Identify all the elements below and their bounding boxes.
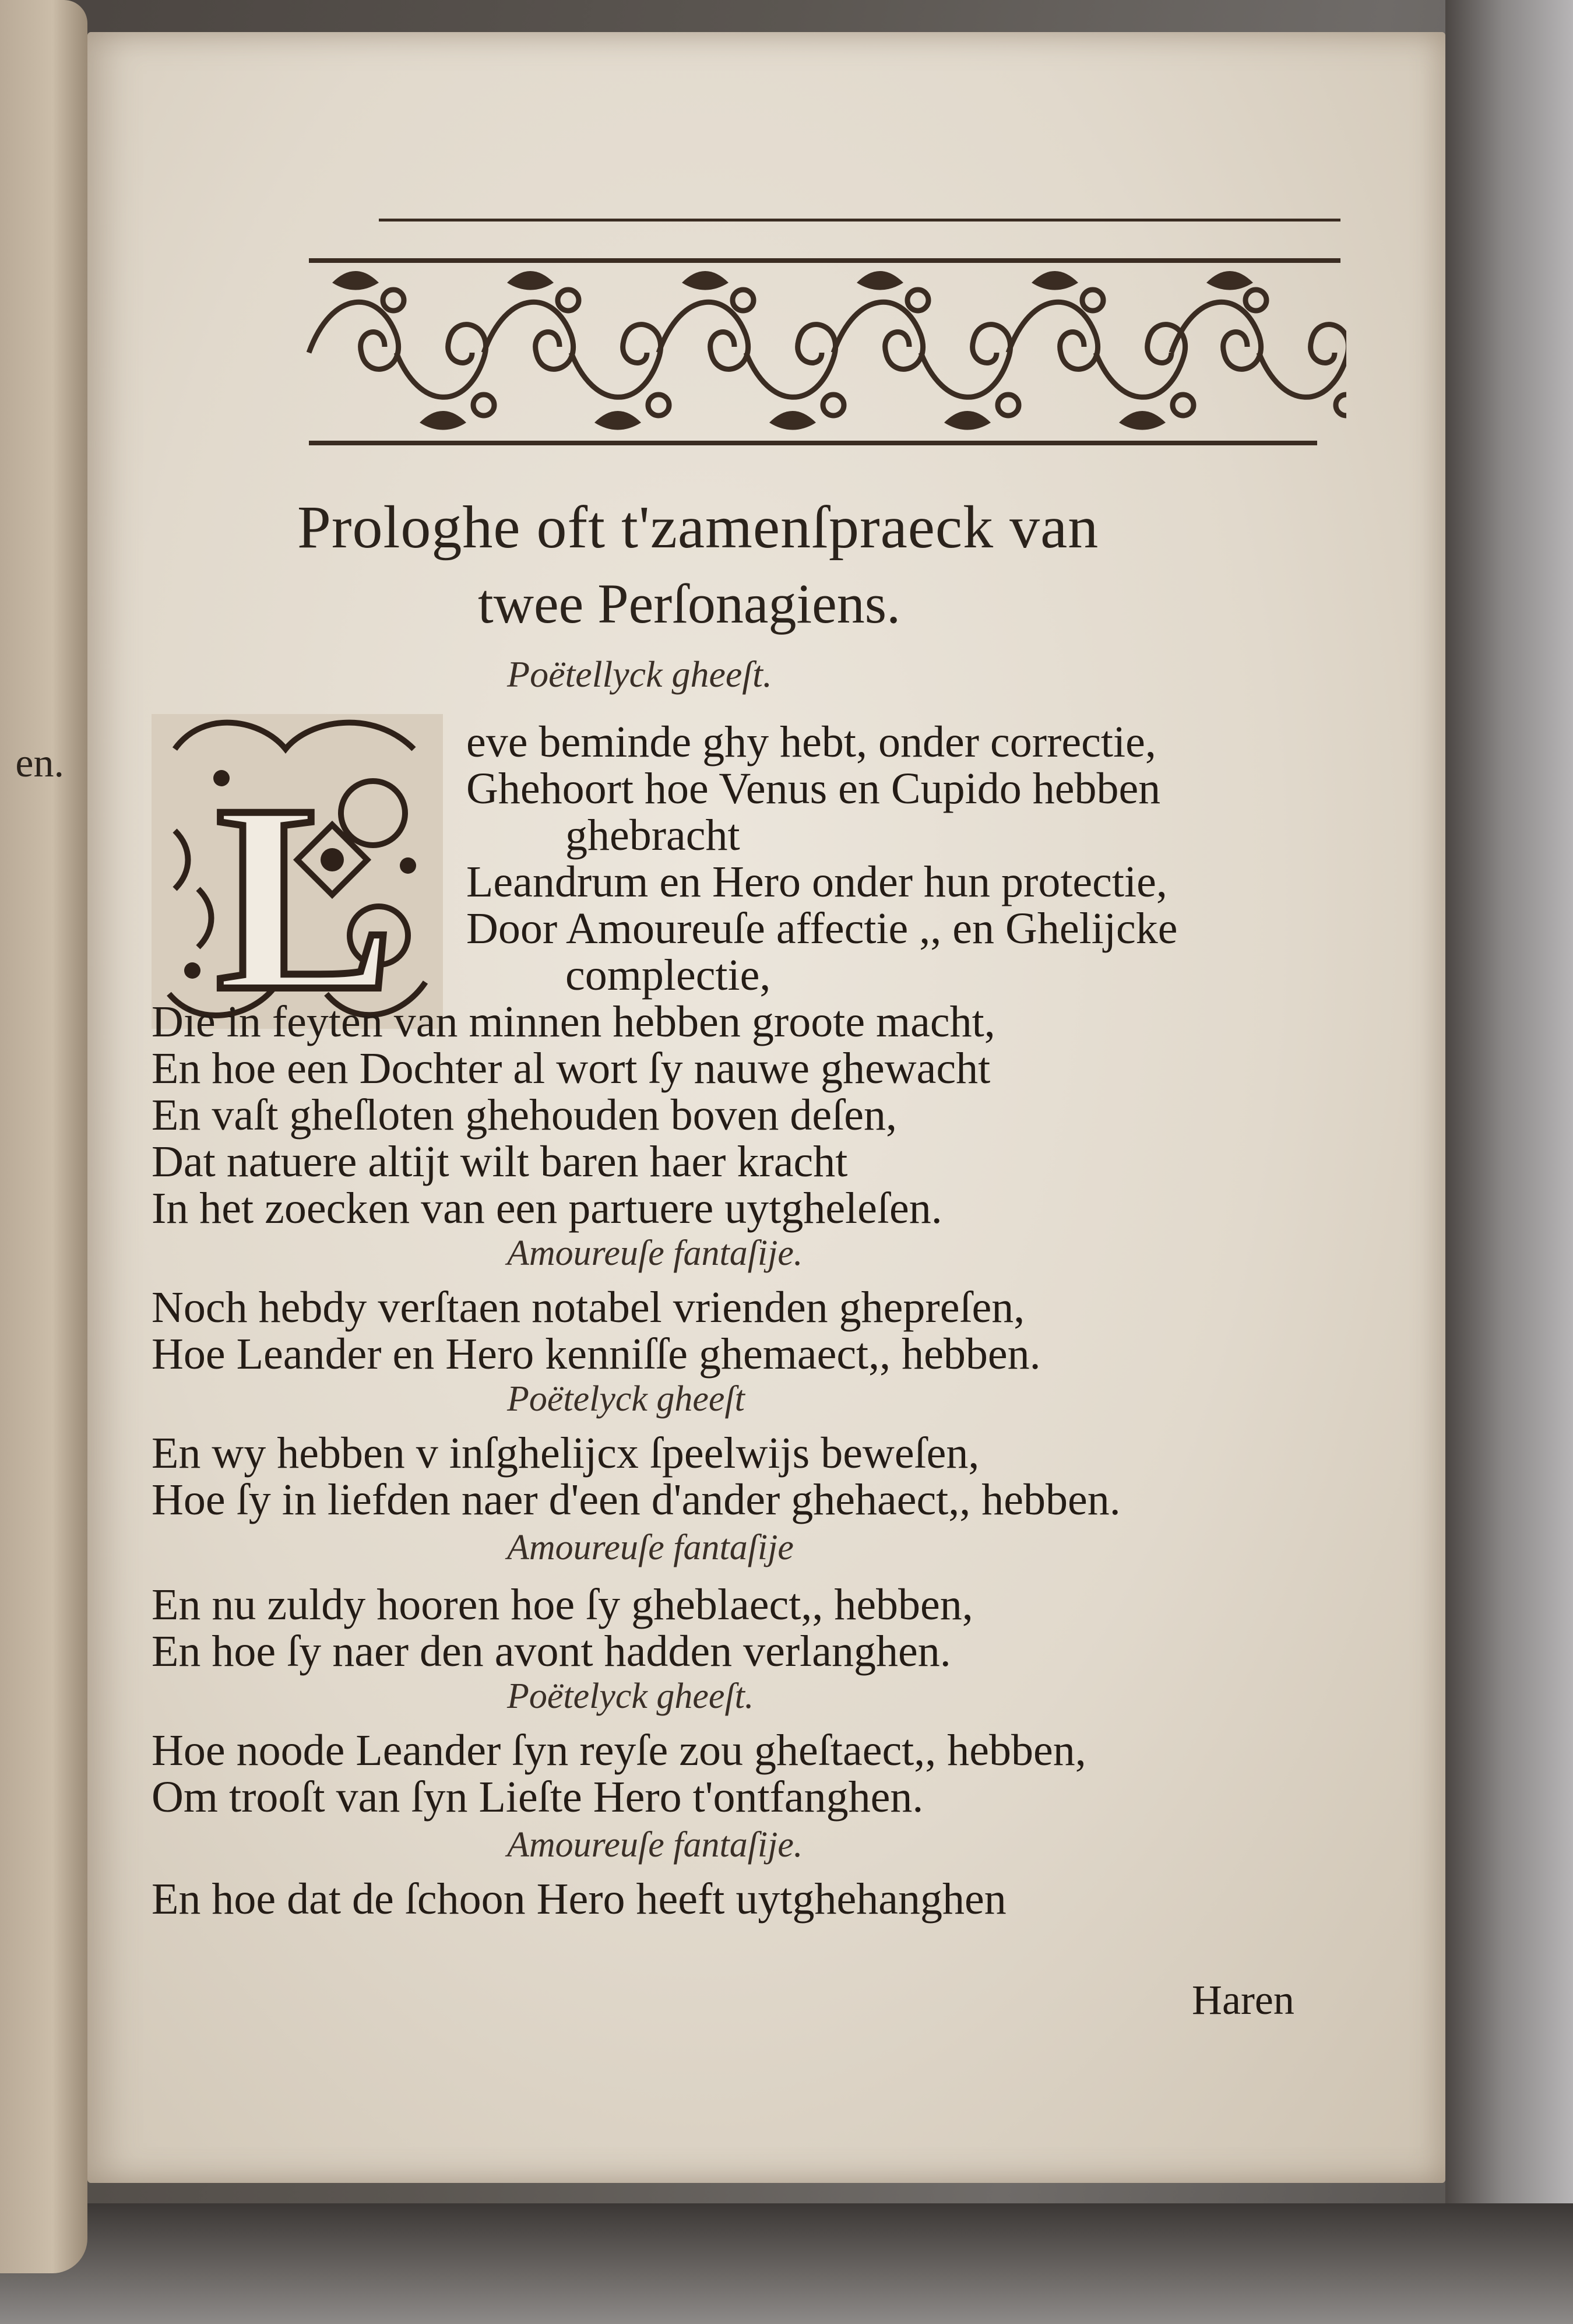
verse-line: ghebracht [565, 811, 740, 860]
page-title: Prologhe oft t'zamenſpraeck van [297, 494, 1099, 561]
scroll-motif [309, 290, 494, 416]
verse-line: Hoe noode Leander ſyn reyſe zou gheſtaect,, hebben, [152, 1726, 1086, 1775]
verse-line: In het zoecken van een partuere uytgheleſen. [152, 1184, 942, 1233]
verse-line: Ghehoort hoe Venus en Cupido hebben [466, 764, 1161, 813]
speaker-heading: Poëtellyck ghееſt. [507, 653, 772, 695]
verse-line: En hoe ſy naer den avont hadden verlanghen. [152, 1627, 951, 1676]
verse-line: En hoe een Dochter al wort ſy nauwe ghewacht [152, 1044, 991, 1093]
speaker-heading: Amoureuſe fantaſije. [507, 1825, 803, 1865]
background-cloth-right [1445, 0, 1573, 2324]
verse-line: En wy hebben v inſghelijcx ſpeelwijs beweſen, [152, 1429, 980, 1478]
verse-line: Door Amoureuſe affectie ,, en Ghelijcke [466, 904, 1178, 953]
initial-letter-glyph: L [216, 749, 395, 1029]
decorated-initial-letter [152, 714, 443, 1029]
verse-line: En vaſt gheſloten ghehouden boven deſen, [152, 1091, 897, 1140]
background-cloth-bottom [0, 2203, 1573, 2324]
speaker-heading: Amoureuſe fantaſije [507, 1528, 794, 1567]
speaker-heading: Amoureuſe fantaſije. [507, 1233, 803, 1273]
verse-line: complectie, [565, 951, 771, 1000]
verse-line: Die in feyten van minnen hebben groote macht, [152, 997, 995, 1046]
verse-line: Leandrum en Hero onder hun protectie, [466, 857, 1167, 906]
verse-line: Hoe ſy in liefden naer d'een d'ander ghehaect,, hebben. [152, 1475, 1121, 1524]
verse-line: En hoe dat de ſchoon Hero heeft uytghehanghen [152, 1875, 1007, 1924]
page-subtitle: twee Perſonagiens. [478, 572, 901, 635]
book-page [87, 32, 1445, 2183]
catchword: Haren [1192, 1977, 1294, 2023]
verse-line: Hoe Leander en Hero kenniſſe ghemaect,, hebben. [152, 1330, 1041, 1379]
facing-page-edge [0, 0, 87, 2273]
verse-line: eve beminde ghy hebt, onder correctie, [466, 718, 1156, 767]
verse-line: En nu zuldy hooren hoe ſy gheblaect,, hebben, [152, 1580, 973, 1629]
ornamental-header-band [297, 219, 1346, 452]
speaker-heading: Poëtelyck gheeſt. [507, 1676, 754, 1716]
verse-line: Om trooſt van ſyn Lieſte Hero t'ontfanghen. [152, 1773, 924, 1822]
verse-line: Dat natuere altijt wilt baren haer kracht [152, 1137, 848, 1186]
speaker-heading: Poëtelyck gheeſt [507, 1379, 745, 1419]
facing-page-text: en. [15, 741, 64, 786]
verse-line: Noch hebdy verſtaen notabel vrienden ghepreſen, [152, 1283, 1025, 1332]
